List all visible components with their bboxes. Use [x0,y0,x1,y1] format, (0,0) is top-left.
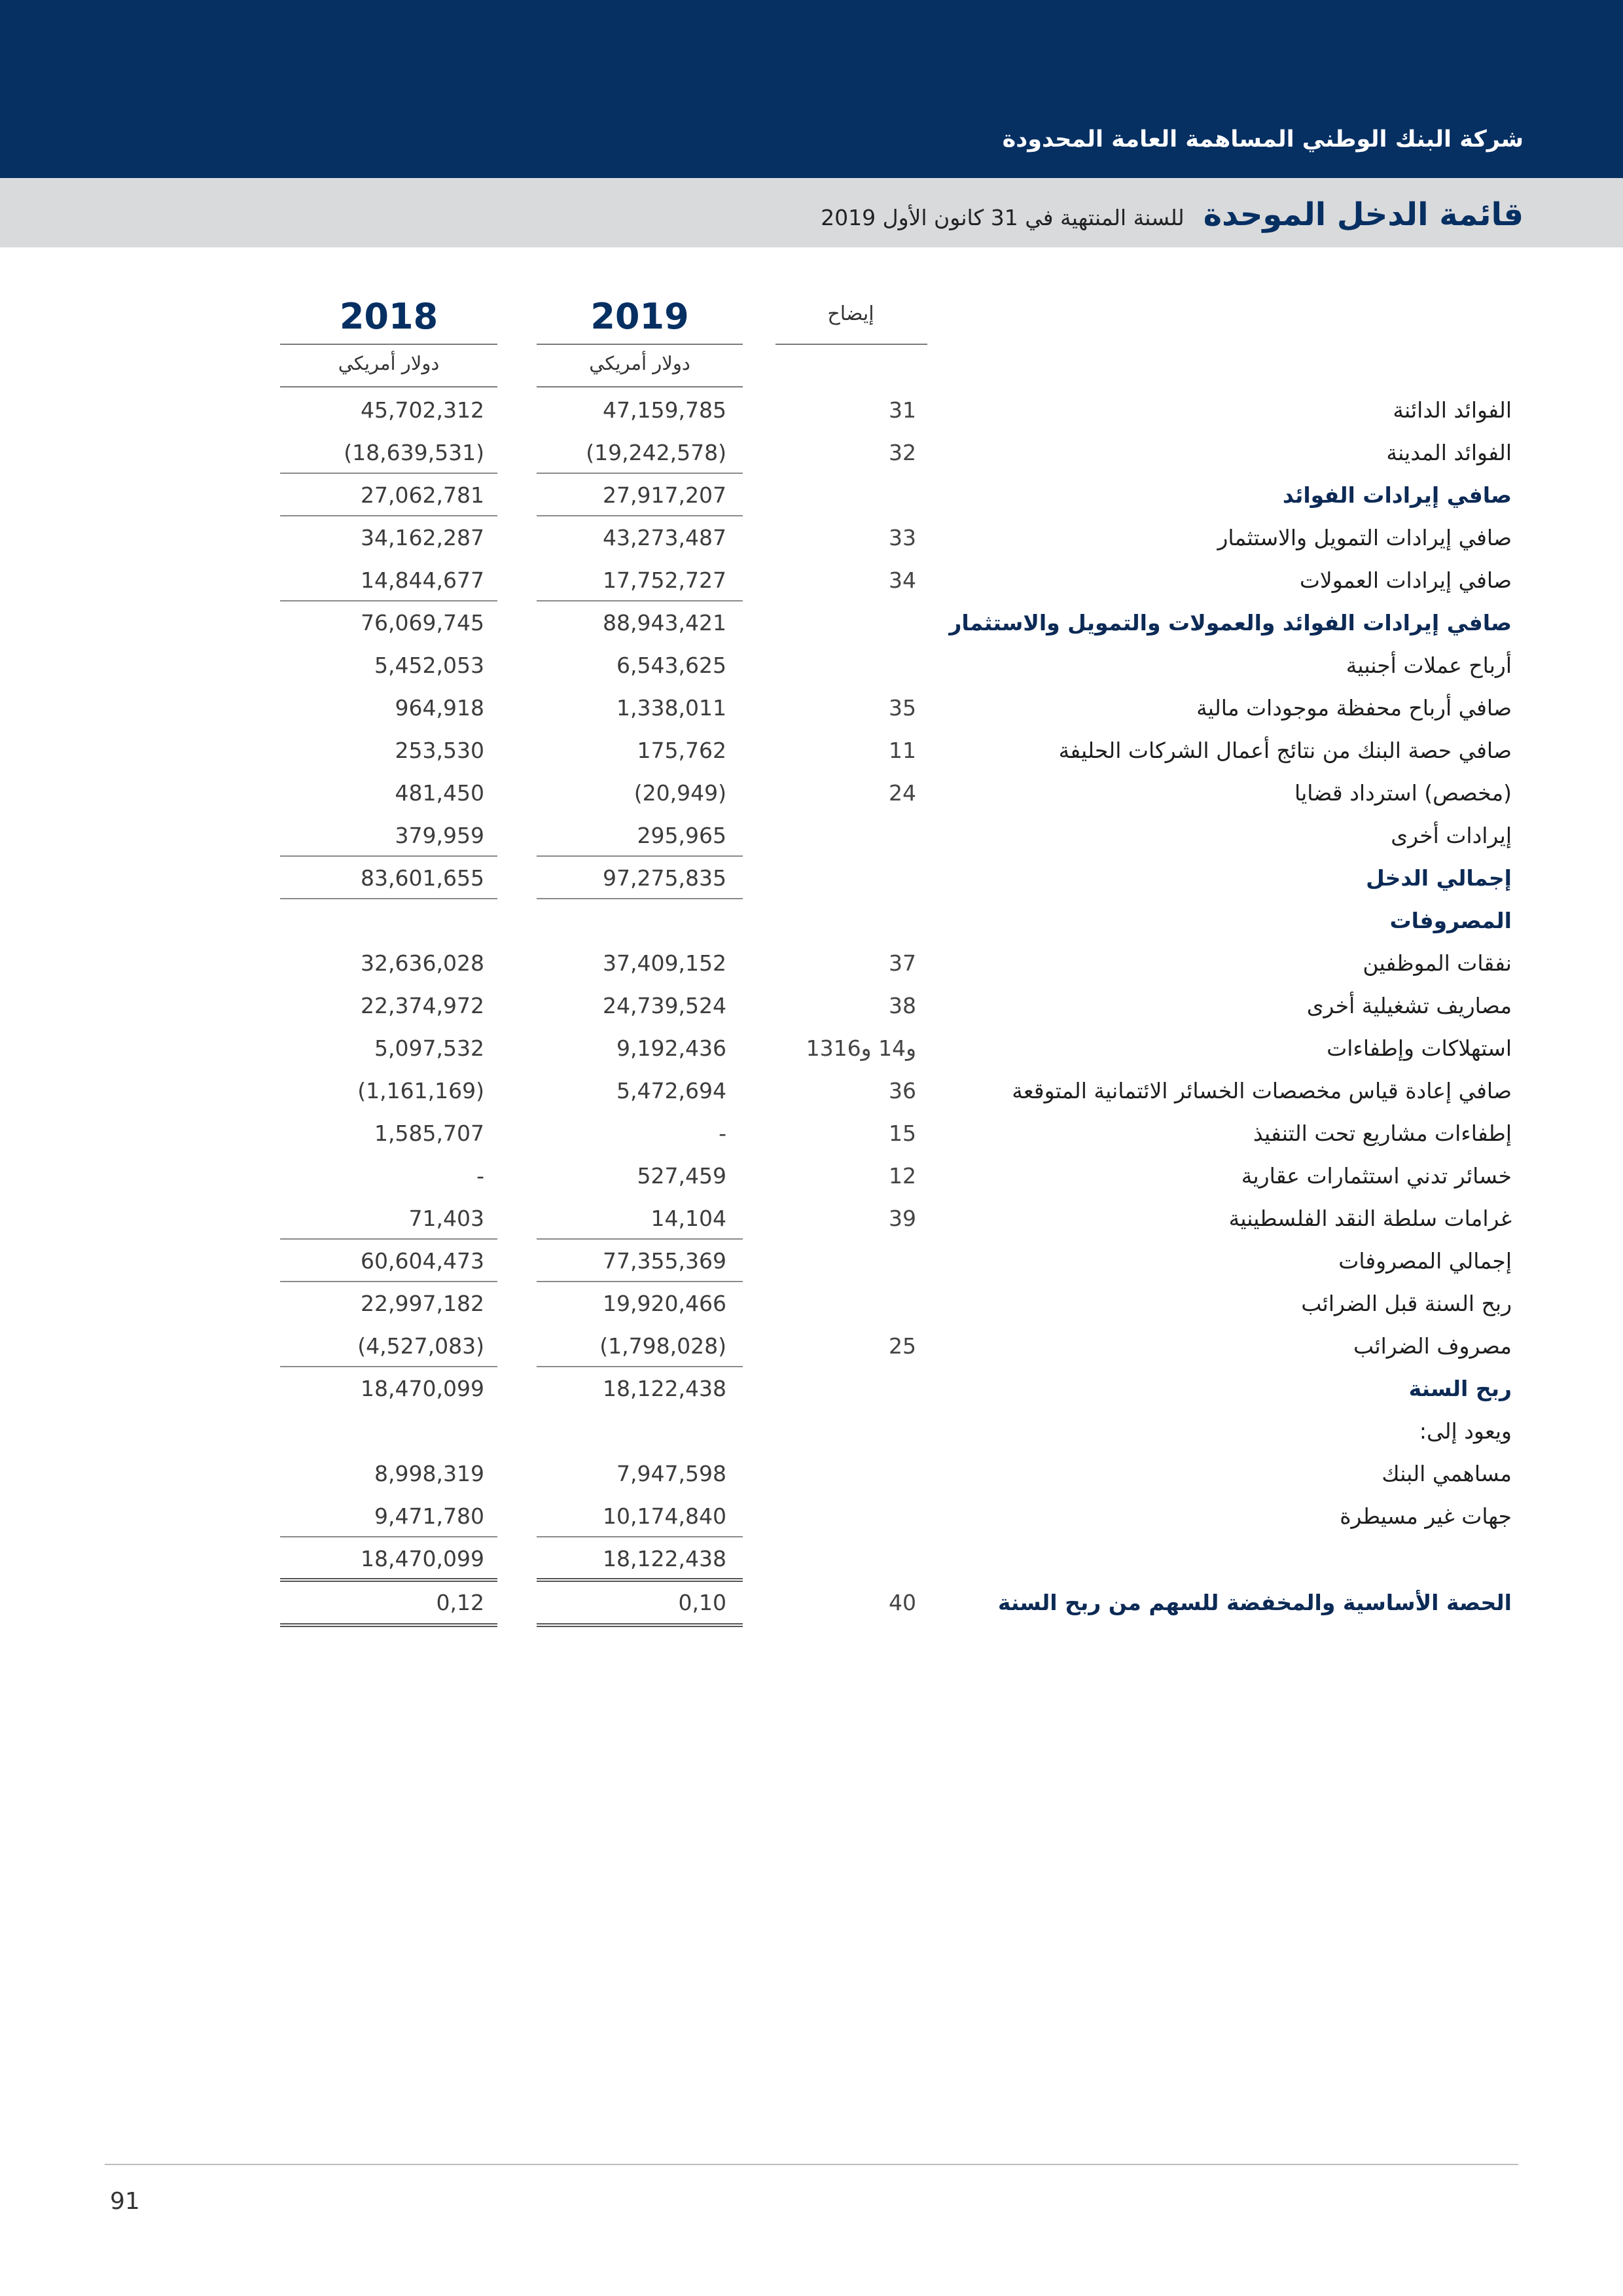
table-row [0,1410,1623,1453]
value-2018: 18,470,099 [361,1376,484,1401]
note-column-header: إيضاح [827,302,874,325]
row-label: صافي إيرادات العمولات [1299,567,1512,593]
subtotal-rule [280,515,497,516]
value-2018: - [476,1163,484,1189]
row-label: إطفاءات مشاريع تحت التنفيذ [1253,1121,1512,1146]
subtotal-rule [537,1536,743,1537]
value-2019: 0,10 [678,1590,726,1615]
row-label: أرباح عملات أجنبية [1346,653,1512,678]
value-2018: (1,161,169) [357,1078,484,1103]
value-2018: 83,601,655 [361,865,484,891]
table-row [0,1113,1623,1155]
value-2019: 24,739,524 [603,993,726,1018]
table-row [0,475,1623,517]
row-label: الفوائد الدائنة [1393,397,1512,423]
row-label: نفقات الموظفين [1363,950,1512,976]
table-row [0,687,1623,730]
table-row [0,1453,1623,1496]
unit-2018-rule [280,386,497,387]
value-2019: 10,174,840 [603,1503,726,1529]
value-2018: 34,162,287 [361,525,484,550]
table-row [0,1240,1623,1283]
value-2018: (18,639,531) [344,440,484,465]
row-label: إجمالي الدخل [1366,865,1512,891]
row-label: صافي إيرادات الفوائد والعمولات والتمويل والاستثمار [949,610,1512,636]
company-name: شركة البنك الوطني المساهمة العامة المحدودة [1002,126,1524,152]
value-2019: 295,965 [637,823,726,848]
subtotal-rule [280,855,497,857]
row-note: 34 [889,567,916,593]
table-row [0,560,1623,602]
value-2019: (19,242,578) [586,440,726,465]
table-row [0,517,1623,560]
row-note: 13و14 و16 [806,1035,916,1061]
note-header-rule [776,344,927,345]
row-note: 33 [889,525,916,550]
value-2019: 47,159,785 [603,397,726,423]
row-label: إجمالي المصروفات [1338,1248,1512,1274]
table-row [0,857,1623,900]
value-2019: 77,355,369 [603,1248,726,1274]
row-label: صافي حصة البنك من نتائج أعمال الشركات الحليفة [1058,738,1512,763]
row-label: مساهمي البنك [1382,1461,1512,1486]
value-2018: 45,702,312 [361,397,484,423]
value-2018: 253,530 [395,738,484,763]
row-note: 39 [889,1206,916,1231]
subtotal-rule [280,1238,497,1240]
subtotal-rule [537,1281,743,1282]
row-note: 36 [889,1078,916,1103]
row-note: 38 [889,993,916,1018]
row-label: مصاريف تشغيلية أخرى [1306,993,1512,1018]
row-label: صافي أرباح محفظة موجودات مالية [1196,695,1512,721]
subtotal-rule [537,473,743,474]
row-label: الحصة الأساسية والمخفضة للسهم من ربح السنة [997,1590,1512,1615]
value-2019: 7,947,598 [616,1461,726,1486]
year-2018-header-rule [280,344,497,345]
value-2018: 71,403 [408,1206,484,1231]
value-2019: 14,104 [651,1206,726,1231]
table-row [0,730,1623,772]
subtotal-rule [537,600,743,601]
value-2019: (1,798,028) [599,1333,726,1359]
subtotal-rule [280,1536,497,1537]
row-label: الفوائد المدينة [1386,440,1512,465]
value-2019: 527,459 [637,1163,726,1189]
row-label: ربح السنة قبل الضرائب [1301,1291,1512,1316]
currency-2018: دولار أمريكي [338,352,440,374]
footer-divider [105,2164,1518,2165]
row-label: المصروفات [1389,908,1512,933]
table-row [0,815,1623,857]
value-2019: - [719,1121,726,1146]
statement-title: قائمة الدخل الموحدة [1203,196,1524,233]
table-row [0,1198,1623,1240]
value-2019: 27,917,207 [603,482,726,508]
value-2018: 9,471,780 [374,1503,484,1529]
currency-2019: دولار أمريكي [589,352,690,374]
subtotal-rule [280,1281,497,1282]
value-2018: (4,527,083) [357,1333,484,1359]
value-2018: 18,470,099 [361,1546,484,1571]
value-2019: 88,943,421 [603,610,726,636]
row-label: صافي إيرادات التمويل والاستثمار [1217,525,1512,550]
value-2019: 97,275,835 [603,865,726,891]
value-2019: 1,338,011 [616,695,726,721]
value-2018: 27,062,781 [361,482,484,508]
value-2019: 17,752,727 [603,567,726,593]
subtotal-rule [280,898,497,899]
value-2018: 60,604,473 [361,1248,484,1274]
row-label: (مخصص) استرداد قضايا [1294,780,1512,806]
subtotal-rule [537,515,743,516]
table-row [0,1496,1623,1538]
table-row [0,1283,1623,1325]
value-2018: 22,997,182 [361,1291,484,1316]
value-2018: 1,585,707 [374,1121,484,1146]
statement-subtitle: للسنة المنتهية في 31 كانون الأول 2019 [821,205,1185,230]
year-2018-header: 2018 [339,296,438,337]
table-row [0,1070,1623,1113]
value-2019: (20,949) [633,780,726,806]
value-2019: 9,192,436 [616,1035,726,1061]
value-2018: 5,452,053 [374,653,484,678]
table-row [0,389,1623,432]
subtotal-rule [537,898,743,899]
row-label: غرامات سلطة النقد الفلسطينية [1228,1206,1512,1231]
value-2019: 5,472,694 [616,1078,726,1103]
row-label: استهلاكات وإطفاءات [1327,1035,1512,1061]
row-note: 25 [889,1333,916,1359]
row-note: 37 [889,950,916,976]
value-2019: 37,409,152 [603,950,726,976]
table-row [0,1325,1623,1368]
value-2019: 19,920,466 [603,1291,726,1316]
subtotal-rule [537,1366,743,1367]
value-2018: 5,097,532 [374,1035,484,1061]
value-2018: 0,12 [436,1590,484,1615]
table-row [0,432,1623,475]
row-label: ربح السنة [1408,1376,1512,1401]
row-note: 24 [889,780,916,806]
value-2018: 14,844,677 [361,567,484,593]
table-row [0,772,1623,815]
table-row [0,942,1623,985]
value-2019: 18,122,438 [603,1546,726,1571]
value-2019: 43,273,487 [603,525,726,550]
year-2019-header: 2019 [590,296,689,337]
row-label: مصروف الضرائب [1353,1333,1512,1359]
subtotal-rule [280,473,497,474]
total-double-rule [537,1623,743,1627]
row-note: 31 [889,397,916,423]
value-2019: 6,543,625 [616,653,726,678]
row-label: صافي إعادة قياس مخصصات الخسائر الائتمانية المتوقعة [1012,1078,1512,1103]
value-2018: 379,959 [395,823,484,848]
row-label: صافي إيرادات الفوائد [1282,482,1512,508]
value-2018: 481,450 [395,780,484,806]
row-note: 35 [889,695,916,721]
subtotal-rule [280,1366,497,1367]
row-note: 40 [889,1590,916,1615]
row-label: إيرادات أخرى [1391,823,1512,848]
total-double-rule [280,1623,497,1627]
value-2019: 175,762 [637,738,726,763]
row-label: جهات غير مسيطرة [1340,1503,1512,1529]
row-note: 15 [889,1121,916,1146]
table-row [0,1155,1623,1198]
row-note: 11 [889,738,916,763]
subtotal-rule [537,1238,743,1240]
table-row [0,1368,1623,1410]
table-row [0,900,1623,942]
row-note: 12 [889,1163,916,1189]
row-note: 32 [889,440,916,465]
subtotal-rule [280,600,497,601]
statement-heading [821,196,1524,233]
table-row [0,1028,1623,1070]
table-row [0,602,1623,645]
table-row [0,1582,1623,1624]
value-2018: 22,374,972 [361,993,484,1018]
value-2019: 18,122,438 [603,1376,726,1401]
value-2018: 8,998,319 [374,1461,484,1486]
table-row [0,1538,1623,1581]
value-2018: 76,069,745 [361,610,484,636]
unit-2019-rule [537,386,743,387]
table-row [0,985,1623,1028]
page-number: 91 [110,2188,140,2215]
table-row [0,645,1623,687]
row-label: ويعود إلى: [1419,1418,1512,1444]
subtotal-rule [537,855,743,857]
row-label: خسائر تدني استثمارات عقارية [1241,1163,1512,1189]
year-2019-header-rule [537,344,743,345]
value-2018: 32,636,028 [361,950,484,976]
value-2018: 964,918 [395,695,484,721]
